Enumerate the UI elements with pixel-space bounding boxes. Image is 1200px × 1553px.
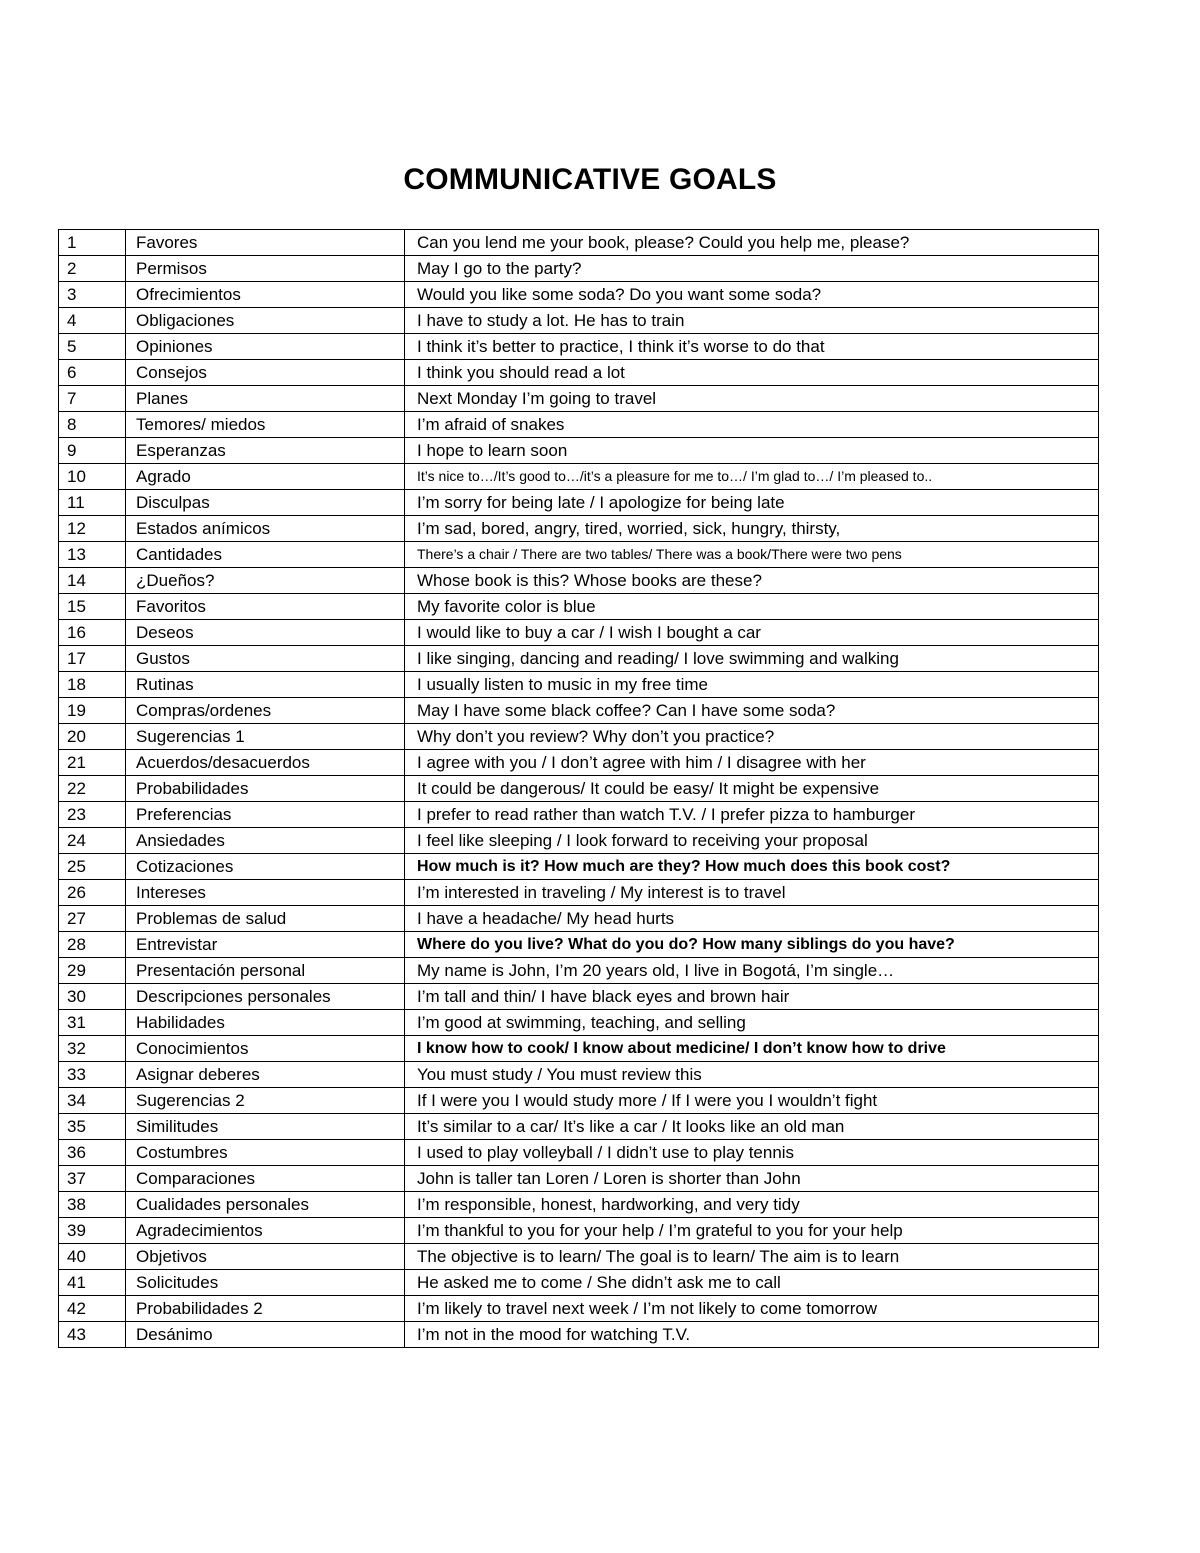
row-number: 20 — [59, 724, 126, 750]
table-row — [59, 1036, 1099, 1062]
goal-topic: Conocimientos — [126, 1036, 405, 1062]
goal-example: Would you like some soda? Do you want some soda? — [405, 282, 1099, 308]
table-row — [59, 1244, 1099, 1270]
goal-example: I’m likely to travel next week / I’m not likely to come tomorrow — [405, 1296, 1099, 1322]
table-row — [59, 438, 1099, 464]
row-number: 43 — [59, 1322, 126, 1348]
goal-example: I think it’s better to practice, I think it’s worse to do that — [405, 334, 1099, 360]
row-number: 6 — [59, 360, 126, 386]
goal-topic: Rutinas — [126, 672, 405, 698]
table-row — [59, 594, 1099, 620]
table-row — [59, 1088, 1099, 1114]
goal-example: John is taller tan Loren / Loren is shorter than John — [405, 1166, 1099, 1192]
table-row — [59, 1166, 1099, 1192]
goal-example: My name is John, I’m 20 years old, I live in Bogotá, I’m single… — [405, 958, 1099, 984]
table-row — [59, 1322, 1099, 1348]
table-row — [59, 620, 1099, 646]
table-row — [59, 1140, 1099, 1166]
goal-example: I think you should read a lot — [405, 360, 1099, 386]
table-row — [59, 1192, 1099, 1218]
row-number: 18 — [59, 672, 126, 698]
row-number: 3 — [59, 282, 126, 308]
row-number: 14 — [59, 568, 126, 594]
goal-example: I’m afraid of snakes — [405, 412, 1099, 438]
goal-topic: Cualidades personales — [126, 1192, 405, 1218]
row-number: 23 — [59, 802, 126, 828]
row-number: 29 — [59, 958, 126, 984]
row-number: 17 — [59, 646, 126, 672]
table-row — [59, 880, 1099, 906]
goal-topic: Deseos — [126, 620, 405, 646]
table-row — [59, 334, 1099, 360]
table-row — [59, 984, 1099, 1010]
row-number: 31 — [59, 1010, 126, 1036]
goal-topic: Obligaciones — [126, 308, 405, 334]
goal-example: I like singing, dancing and reading/ I love swimming and walking — [405, 646, 1099, 672]
goal-topic: Ofrecimientos — [126, 282, 405, 308]
row-number: 7 — [59, 386, 126, 412]
goal-topic: Ansiedades — [126, 828, 405, 854]
goal-topic: Acuerdos/desacuerdos — [126, 750, 405, 776]
goal-example: Can you lend me your book, please? Could you help me, please? — [405, 230, 1099, 256]
goal-topic: Intereses — [126, 880, 405, 906]
table-row — [59, 542, 1099, 568]
row-number: 36 — [59, 1140, 126, 1166]
row-number: 1 — [59, 230, 126, 256]
goal-topic: Comparaciones — [126, 1166, 405, 1192]
goal-topic: Temores/ miedos — [126, 412, 405, 438]
goal-example: I have to study a lot. He has to train — [405, 308, 1099, 334]
goal-topic: Probabilidades — [126, 776, 405, 802]
goal-topic: Sugerencias 2 — [126, 1088, 405, 1114]
goal-example: Why don’t you review? Why don’t you practice? — [405, 724, 1099, 750]
goal-example: I have a headache/ My head hurts — [405, 906, 1099, 932]
goal-topic: Permisos — [126, 256, 405, 282]
row-number: 28 — [59, 932, 126, 958]
goal-topic: Costumbres — [126, 1140, 405, 1166]
table-row — [59, 230, 1099, 256]
table-row — [59, 1062, 1099, 1088]
row-number: 24 — [59, 828, 126, 854]
goal-example: Next Monday I’m going to travel — [405, 386, 1099, 412]
goal-topic: Similitudes — [126, 1114, 405, 1140]
row-number: 34 — [59, 1088, 126, 1114]
goal-example: It could be dangerous/ It could be easy/ It might be expensive — [405, 776, 1099, 802]
table-row — [59, 360, 1099, 386]
table-row — [59, 646, 1099, 672]
goal-example: I’m thankful to you for your help / I’m grateful to you for your help — [405, 1218, 1099, 1244]
row-number: 9 — [59, 438, 126, 464]
goal-topic: Planes — [126, 386, 405, 412]
goal-topic: Agradecimientos — [126, 1218, 405, 1244]
goal-topic: Problemas de salud — [126, 906, 405, 932]
row-number: 42 — [59, 1296, 126, 1322]
row-number: 12 — [59, 516, 126, 542]
row-number: 30 — [59, 984, 126, 1010]
table-row — [59, 672, 1099, 698]
table-row — [59, 828, 1099, 854]
communicative-goals-table — [58, 229, 1099, 1348]
table-row — [59, 932, 1099, 958]
table-body — [59, 230, 1099, 1348]
goal-topic: Favoritos — [126, 594, 405, 620]
table-row — [59, 1114, 1099, 1140]
goal-example: The objective is to learn/ The goal is to learn/ The aim is to learn — [405, 1244, 1099, 1270]
table-row — [59, 412, 1099, 438]
row-number: 16 — [59, 620, 126, 646]
goal-example: You must study / You must review this — [405, 1062, 1099, 1088]
row-number: 33 — [59, 1062, 126, 1088]
row-number: 27 — [59, 906, 126, 932]
goal-topic: Preferencias — [126, 802, 405, 828]
row-number: 25 — [59, 854, 126, 880]
table-row — [59, 776, 1099, 802]
row-number: 38 — [59, 1192, 126, 1218]
row-number: 35 — [59, 1114, 126, 1140]
row-number: 39 — [59, 1218, 126, 1244]
goal-example: May I go to the party? — [405, 256, 1099, 282]
goal-topic: Sugerencias 1 — [126, 724, 405, 750]
table-row — [59, 568, 1099, 594]
goal-example: I know how to cook/ I know about medicine/ I don’t know how to drive — [405, 1036, 1099, 1062]
goal-example: How much is it? How much are they? How much does this book cost? — [405, 854, 1099, 880]
row-number: 21 — [59, 750, 126, 776]
table-row — [59, 750, 1099, 776]
goal-example: I usually listen to music in my free time — [405, 672, 1099, 698]
table-row — [59, 1218, 1099, 1244]
goal-example: If I were you I would study more / If I were you I wouldn’t fight — [405, 1088, 1099, 1114]
table-row — [59, 1010, 1099, 1036]
goal-example: It’s similar to a car/ It’s like a car / It looks like an old man — [405, 1114, 1099, 1140]
page-title: COMMUNICATIVE GOALS — [403, 163, 777, 196]
goal-example: Where do you live? What do you do? How many siblings do you have? — [405, 932, 1099, 958]
goal-topic: Objetivos — [126, 1244, 405, 1270]
row-number: 5 — [59, 334, 126, 360]
row-number: 32 — [59, 1036, 126, 1062]
goal-topic: Entrevistar — [126, 932, 405, 958]
table-row — [59, 386, 1099, 412]
table-row — [59, 1270, 1099, 1296]
table-row — [59, 802, 1099, 828]
goal-topic: Habilidades — [126, 1010, 405, 1036]
goal-example: He asked me to come / She didn’t ask me to call — [405, 1270, 1099, 1296]
goal-example: Whose book is this? Whose books are these? — [405, 568, 1099, 594]
table-row — [59, 698, 1099, 724]
goal-topic: Agrado — [126, 464, 405, 490]
goal-example: I’m good at swimming, teaching, and selling — [405, 1010, 1099, 1036]
goal-topic: Probabilidades 2 — [126, 1296, 405, 1322]
table-row — [59, 464, 1099, 490]
table-row — [59, 724, 1099, 750]
goal-example: There’s a chair / There are two tables/ There was a book/There were two pens — [405, 542, 1099, 568]
goal-example: I would like to buy a car / I wish I bought a car — [405, 620, 1099, 646]
table-row — [59, 958, 1099, 984]
goal-topic: Gustos — [126, 646, 405, 672]
goal-example: I’m responsible, honest, hardworking, and very tidy — [405, 1192, 1099, 1218]
row-number: 19 — [59, 698, 126, 724]
table-row — [59, 282, 1099, 308]
goal-example: May I have some black coffee? Can I have some soda? — [405, 698, 1099, 724]
row-number: 40 — [59, 1244, 126, 1270]
row-number: 10 — [59, 464, 126, 490]
goal-topic: Descripciones personales — [126, 984, 405, 1010]
row-number: 41 — [59, 1270, 126, 1296]
row-number: 8 — [59, 412, 126, 438]
row-number: 37 — [59, 1166, 126, 1192]
goal-example: I’m not in the mood for watching T.V. — [405, 1322, 1099, 1348]
goal-example: I’m sad, bored, angry, tired, worried, sick, hungry, thirsty, — [405, 516, 1099, 542]
goal-example: I’m tall and thin/ I have black eyes and brown hair — [405, 984, 1099, 1010]
row-number: 22 — [59, 776, 126, 802]
goal-topic: Opiniones — [126, 334, 405, 360]
goal-topic: Cantidades — [126, 542, 405, 568]
goal-example: My favorite color is blue — [405, 594, 1099, 620]
row-number: 26 — [59, 880, 126, 906]
goal-example: I feel like sleeping / I look forward to receiving your proposal — [405, 828, 1099, 854]
row-number: 13 — [59, 542, 126, 568]
goal-example: I agree with you / I don’t agree with him / I disagree with her — [405, 750, 1099, 776]
goal-topic: Desánimo — [126, 1322, 405, 1348]
row-number: 2 — [59, 256, 126, 282]
goal-topic: Presentación personal — [126, 958, 405, 984]
table-row — [59, 490, 1099, 516]
goal-example: I hope to learn soon — [405, 438, 1099, 464]
goal-topic: ¿Dueños? — [126, 568, 405, 594]
goal-topic: Disculpas — [126, 490, 405, 516]
table-row — [59, 854, 1099, 880]
table-row — [59, 516, 1099, 542]
goal-example: I’m sorry for being late / I apologize for being late — [405, 490, 1099, 516]
goal-topic: Consejos — [126, 360, 405, 386]
goal-topic: Estados anímicos — [126, 516, 405, 542]
goal-topic: Asignar deberes — [126, 1062, 405, 1088]
goal-example: I used to play volleyball / I didn’t use to play tennis — [405, 1140, 1099, 1166]
row-number: 15 — [59, 594, 126, 620]
goal-topic: Solicitudes — [126, 1270, 405, 1296]
goal-topic: Cotizaciones — [126, 854, 405, 880]
goal-topic: Compras/ordenes — [126, 698, 405, 724]
row-number: 11 — [59, 490, 126, 516]
table-row — [59, 906, 1099, 932]
goal-example: It’s nice to…/It’s good to…/it’s a pleasure for me to…/ I’m glad to…/ I’m pleased to.. — [405, 464, 1099, 490]
table-row — [59, 1296, 1099, 1322]
goal-topic: Esperanzas — [126, 438, 405, 464]
table-row — [59, 256, 1099, 282]
goal-example: I’m interested in traveling / My interest is to travel — [405, 880, 1099, 906]
table-row — [59, 308, 1099, 334]
row-number: 4 — [59, 308, 126, 334]
goal-topic: Favores — [126, 230, 405, 256]
goal-example: I prefer to read rather than watch T.V. / I prefer pizza to hamburger — [405, 802, 1099, 828]
